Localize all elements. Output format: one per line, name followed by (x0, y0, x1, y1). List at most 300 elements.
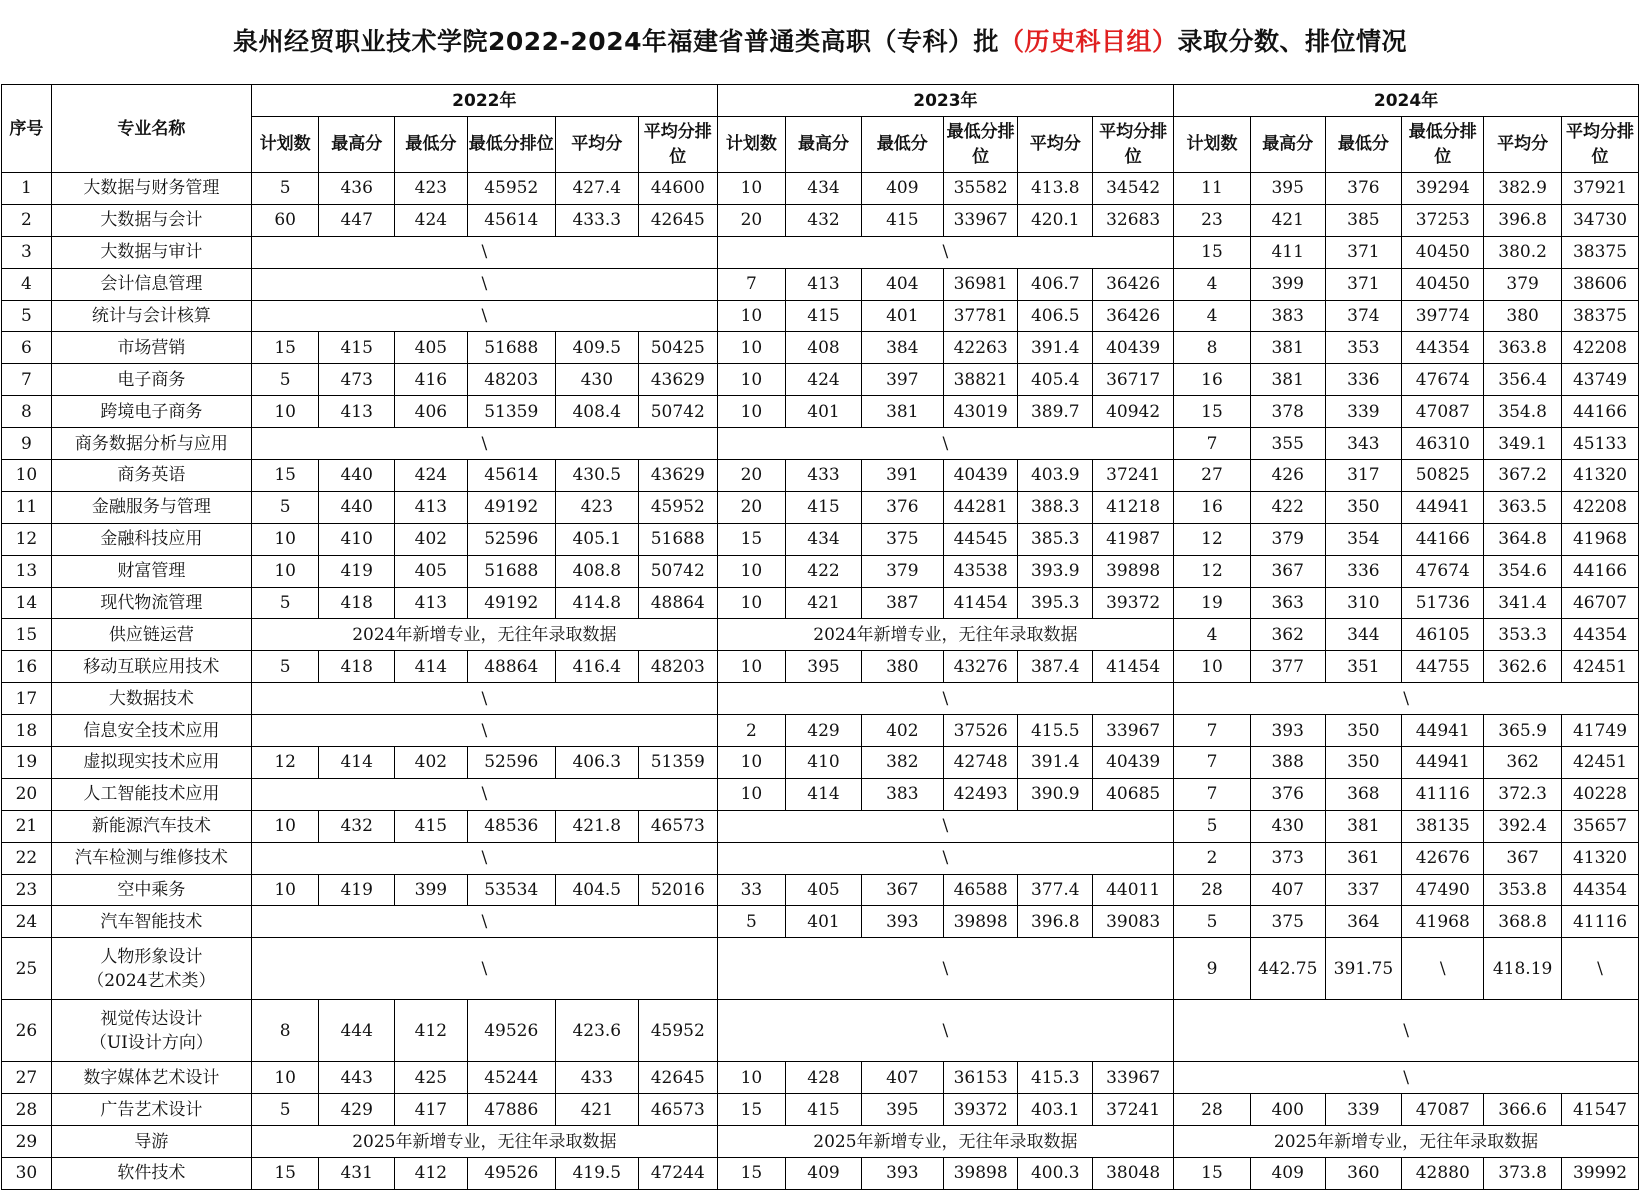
title-suffix: 录取分数、排位情况 (1177, 27, 1408, 56)
cell-y2024-3: 42880 (1402, 1158, 1484, 1190)
row-seq: 5 (2, 300, 52, 332)
cell-y2024-1: 395 (1250, 173, 1325, 205)
cell-y2023-merged: \ (717, 810, 1173, 842)
header-col-min-rank: 最低分排位 (943, 117, 1018, 173)
cell-y2022-5: 50425 (638, 332, 717, 364)
cell-y2022-3: 52596 (467, 747, 555, 779)
row-seq: 30 (2, 1158, 52, 1190)
row-seq: 2 (2, 204, 52, 236)
cell-y2023-4: 405.4 (1018, 364, 1093, 396)
cell-y2023-5: 40439 (1093, 747, 1174, 779)
cell-y2023-3: 38821 (943, 364, 1018, 396)
cell-y2022-4: 414.8 (555, 587, 638, 619)
cell-y2024-4: 396.8 (1484, 204, 1562, 236)
cell-y2023-3: 37526 (943, 715, 1018, 747)
admission-table (1, 84, 1639, 1190)
cell-y2022-merged: 2024年新增专业，无往年录取数据 (251, 619, 717, 651)
cell-y2022-1: 429 (319, 1094, 395, 1126)
cell-y2024-1: 355 (1250, 428, 1325, 460)
cell-y2023-0: 5 (717, 906, 785, 938)
cell-y2023-3: 36153 (943, 1062, 1018, 1094)
cell-y2022-2: 423 (395, 173, 468, 205)
cell-y2024-5: 44354 (1562, 619, 1639, 651)
cell-y2024-5: 42208 (1562, 332, 1639, 364)
cell-y2024-0: 7 (1174, 428, 1251, 460)
table-row (2, 1158, 1639, 1190)
cell-y2024-3: 51736 (1402, 587, 1484, 619)
cell-y2024-0: 7 (1174, 778, 1251, 810)
table-header (2, 85, 1639, 173)
cell-y2022-2: 405 (395, 332, 468, 364)
row-major-name (51, 1000, 251, 1062)
table-row (2, 173, 1639, 205)
row-seq: 24 (2, 906, 52, 938)
cell-y2022-1: 432 (319, 810, 395, 842)
cell-y2022-1: 419 (319, 874, 395, 906)
row-major-name (51, 236, 251, 268)
cell-y2022-5: 45952 (638, 491, 717, 523)
cell-y2024-4: 341.4 (1484, 587, 1562, 619)
cell-y2024-1: 409 (1250, 1158, 1325, 1190)
cell-y2024-3: 46310 (1402, 428, 1484, 460)
cell-y2024-5: 39992 (1562, 1158, 1639, 1190)
cell-y2024-3: 39774 (1402, 300, 1484, 332)
cell-y2022-merged: \ (251, 300, 717, 332)
major-name-line: 会计信息管理 (100, 274, 203, 295)
cell-y2024-merged: \ (1174, 1062, 1639, 1094)
cell-y2023-3: 39898 (943, 906, 1018, 938)
cell-y2023-0: 20 (717, 460, 785, 492)
cell-y2024-5: 41547 (1562, 1094, 1639, 1126)
cell-y2024-3: 47087 (1402, 1094, 1484, 1126)
cell-y2024-0: 9 (1174, 938, 1251, 1000)
row-major-name (51, 332, 251, 364)
cell-y2023-5: 36717 (1093, 364, 1174, 396)
cell-y2023-2: 367 (861, 874, 943, 906)
table-row (2, 587, 1639, 619)
cell-y2022-4: 433 (555, 1062, 638, 1094)
cell-y2024-0: 8 (1174, 332, 1251, 364)
cell-y2022-5: 51688 (638, 523, 717, 555)
row-major-name (51, 619, 251, 651)
cell-y2022-3: 45952 (467, 173, 555, 205)
cell-y2024-0: 16 (1174, 491, 1251, 523)
cell-y2024-4: 379 (1484, 268, 1562, 300)
row-seq: 27 (2, 1062, 52, 1094)
cell-y2024-5: 41116 (1562, 906, 1639, 938)
row-seq: 15 (2, 619, 52, 651)
cell-y2024-2: 361 (1325, 842, 1402, 874)
cell-y2022-0: 10 (251, 810, 318, 842)
major-name-line: 财富管理 (117, 561, 186, 582)
cell-y2023-1: 408 (786, 332, 862, 364)
cell-y2023-4: 403.1 (1018, 1094, 1093, 1126)
cell-y2022-5: 42645 (638, 204, 717, 236)
cell-y2023-1: 434 (786, 523, 862, 555)
cell-y2024-2: 350 (1325, 491, 1402, 523)
cell-y2023-3: 39898 (943, 1158, 1018, 1190)
cell-y2024-2: 336 (1325, 555, 1402, 587)
cell-y2023-3: 46588 (943, 874, 1018, 906)
cell-y2022-0: 10 (251, 396, 318, 428)
table-row (2, 555, 1639, 587)
cell-y2023-5: 40685 (1093, 778, 1174, 810)
row-seq: 19 (2, 747, 52, 779)
cell-y2024-0: 7 (1174, 747, 1251, 779)
cell-y2024-4: 380 (1484, 300, 1562, 332)
row-major-name (51, 555, 251, 587)
header-col-plan: 计划数 (251, 117, 318, 173)
row-seq: 14 (2, 587, 52, 619)
major-name-line: 供应链运营 (108, 624, 194, 645)
cell-y2022-5: 50742 (638, 555, 717, 587)
cell-y2024-4: 382.9 (1484, 173, 1562, 205)
table-row (2, 1094, 1639, 1126)
table-row (2, 523, 1639, 555)
cell-y2023-1: 432 (786, 204, 862, 236)
cell-y2023-2: 415 (861, 204, 943, 236)
cell-y2024-3: 47674 (1402, 555, 1484, 587)
cell-y2024-1: 422 (1250, 491, 1325, 523)
cell-y2023-4: 377.4 (1018, 874, 1093, 906)
cell-y2023-4: 385.3 (1018, 523, 1093, 555)
header-seq: 序号 (2, 85, 52, 173)
cell-y2022-2: 412 (395, 1000, 468, 1062)
cell-y2023-2: 380 (861, 651, 943, 683)
cell-y2024-2: 310 (1325, 587, 1402, 619)
cell-y2022-3: 52596 (467, 523, 555, 555)
cell-y2022-3: 49192 (467, 491, 555, 523)
cell-y2023-2: 407 (861, 1062, 943, 1094)
cell-y2023-4: 389.7 (1018, 396, 1093, 428)
cell-y2023-3: 42748 (943, 747, 1018, 779)
cell-y2024-2: 391.75 (1325, 938, 1402, 1000)
cell-y2024-1: 383 (1250, 300, 1325, 332)
cell-y2022-1: 410 (319, 523, 395, 555)
row-major-name (51, 938, 251, 1000)
cell-y2022-4: 405.1 (555, 523, 638, 555)
cell-y2024-merged: 2025年新增专业，无往年录取数据 (1174, 1126, 1639, 1158)
cell-y2023-merged: \ (717, 842, 1173, 874)
header-col-min: 最低分 (395, 117, 468, 173)
cell-y2022-1: 436 (319, 173, 395, 205)
cell-y2023-4: 388.3 (1018, 491, 1093, 523)
row-major-name (51, 523, 251, 555)
table-row (2, 204, 1639, 236)
cell-y2022-merged: \ (251, 683, 717, 715)
cell-y2023-1: 401 (786, 396, 862, 428)
row-seq: 29 (2, 1126, 52, 1158)
cell-y2022-2: 413 (395, 587, 468, 619)
cell-y2024-5: 41968 (1562, 523, 1639, 555)
row-major-name (51, 428, 251, 460)
cell-y2023-1: 401 (786, 906, 862, 938)
cell-y2024-2: 381 (1325, 810, 1402, 842)
cell-y2023-2: 381 (861, 396, 943, 428)
cell-y2023-2: 375 (861, 523, 943, 555)
cell-y2024-3: 44354 (1402, 332, 1484, 364)
cell-y2024-4: 373.8 (1484, 1158, 1562, 1190)
cell-y2024-5: 41749 (1562, 715, 1639, 747)
cell-y2024-0: 23 (1174, 204, 1251, 236)
cell-y2022-0: 5 (251, 587, 318, 619)
cell-y2022-2: 425 (395, 1062, 468, 1094)
cell-y2024-3: 44941 (1402, 715, 1484, 747)
cell-y2023-5: 39083 (1093, 906, 1174, 938)
cell-y2024-4: 380.2 (1484, 236, 1562, 268)
cell-y2023-2: 391 (861, 460, 943, 492)
cell-y2024-3: 41116 (1402, 778, 1484, 810)
cell-y2024-0: 16 (1174, 364, 1251, 396)
header-year-2024: 2024年 (1174, 85, 1639, 117)
cell-y2023-5: 44011 (1093, 874, 1174, 906)
cell-y2023-5: 32683 (1093, 204, 1174, 236)
cell-y2024-3: 44941 (1402, 491, 1484, 523)
cell-y2023-0: 10 (717, 173, 785, 205)
cell-y2024-5: 43749 (1562, 364, 1639, 396)
major-name-line: 商务数据分析与应用 (74, 433, 228, 454)
row-major-name (51, 491, 251, 523)
cell-y2024-2: 337 (1325, 874, 1402, 906)
cell-y2022-2: 424 (395, 204, 468, 236)
cell-y2023-merged: \ (717, 1000, 1173, 1062)
cell-y2023-5: 40942 (1093, 396, 1174, 428)
cell-y2024-1: 426 (1250, 460, 1325, 492)
cell-y2023-5: 37241 (1093, 460, 1174, 492)
cell-y2023-2: 379 (861, 555, 943, 587)
cell-y2024-0: 4 (1174, 300, 1251, 332)
cell-y2024-2: 360 (1325, 1158, 1402, 1190)
cell-y2022-2: 405 (395, 555, 468, 587)
cell-y2024-5: \ (1562, 938, 1639, 1000)
cell-y2024-0: 5 (1174, 810, 1251, 842)
cell-y2023-0: 10 (717, 332, 785, 364)
cell-y2023-5: 39898 (1093, 555, 1174, 587)
cell-y2022-3: 48203 (467, 364, 555, 396)
header-col-avg: 平均分 (555, 117, 638, 173)
header-year-2022: 2022年 (251, 85, 717, 117)
cell-y2024-4: 363.8 (1484, 332, 1562, 364)
cell-y2024-2: 343 (1325, 428, 1402, 460)
cell-y2022-4: 421 (555, 1094, 638, 1126)
table-row (2, 364, 1639, 396)
row-seq: 10 (2, 460, 52, 492)
cell-y2024-1: 407 (1250, 874, 1325, 906)
cell-y2022-4: 408.4 (555, 396, 638, 428)
cell-y2023-3: 44281 (943, 491, 1018, 523)
row-seq: 8 (2, 396, 52, 428)
cell-y2022-0: 5 (251, 491, 318, 523)
row-major-name (51, 842, 251, 874)
cell-y2023-0: 10 (717, 778, 785, 810)
cell-y2024-3: 47087 (1402, 396, 1484, 428)
cell-y2023-3: 41454 (943, 587, 1018, 619)
cell-y2023-2: 387 (861, 587, 943, 619)
cell-y2024-5: 46707 (1562, 587, 1639, 619)
cell-y2022-1: 444 (319, 1000, 395, 1062)
cell-y2022-5: 44600 (638, 173, 717, 205)
major-name-line: 汽车检测与维修技术 (74, 848, 228, 869)
row-major-name (51, 1126, 251, 1158)
table-row (2, 651, 1639, 683)
cell-y2022-merged: \ (251, 778, 717, 810)
cell-y2023-2: 409 (861, 173, 943, 205)
cell-y2022-0: 10 (251, 1062, 318, 1094)
cell-y2024-1: 381 (1250, 332, 1325, 364)
table-row (2, 1126, 1639, 1158)
cell-y2024-1: 388 (1250, 747, 1325, 779)
cell-y2022-0: 5 (251, 173, 318, 205)
major-name-line: 电子商务 (117, 369, 186, 390)
table-row (2, 1000, 1639, 1062)
cell-y2023-0: 2 (717, 715, 785, 747)
cell-y2023-0: 7 (717, 268, 785, 300)
cell-y2024-5: 38606 (1562, 268, 1639, 300)
cell-y2022-3: 45614 (467, 460, 555, 492)
cell-y2023-5: 41454 (1093, 651, 1174, 683)
cell-y2024-2: 364 (1325, 906, 1402, 938)
cell-y2023-3: 39372 (943, 1094, 1018, 1126)
cell-y2024-4: 353.3 (1484, 619, 1562, 651)
major-name-line: 移动互联应用技术 (83, 656, 220, 677)
cell-y2023-0: 10 (717, 651, 785, 683)
cell-y2024-2: 350 (1325, 747, 1402, 779)
cell-y2024-2: 353 (1325, 332, 1402, 364)
row-major-name (51, 1062, 251, 1094)
cell-y2024-4: 363.5 (1484, 491, 1562, 523)
cell-y2022-3: 45614 (467, 204, 555, 236)
cell-y2023-1: 434 (786, 173, 862, 205)
cell-y2024-4: 356.4 (1484, 364, 1562, 396)
cell-y2024-1: 399 (1250, 268, 1325, 300)
cell-y2024-2: 336 (1325, 364, 1402, 396)
cell-y2022-4: 421.8 (555, 810, 638, 842)
cell-y2023-1: 424 (786, 364, 862, 396)
major-name-line: 跨境电子商务 (100, 401, 203, 422)
cell-y2024-4: 362.6 (1484, 651, 1562, 683)
cell-y2022-0: 15 (251, 1158, 318, 1190)
major-name-line: 大数据与财务管理 (83, 178, 220, 199)
cell-y2022-1: 447 (319, 204, 395, 236)
major-name-line: 软件技术 (117, 1163, 186, 1184)
cell-y2023-5: 40439 (1093, 332, 1174, 364)
cell-y2022-0: 5 (251, 651, 318, 683)
cell-y2024-2: 344 (1325, 619, 1402, 651)
major-name-line: 大数据与会计 (100, 210, 203, 231)
cell-y2022-2: 417 (395, 1094, 468, 1126)
cell-y2023-3: 43276 (943, 651, 1018, 683)
cell-y2023-merged: 2025年新增专业，无往年录取数据 (717, 1126, 1173, 1158)
major-name-line: 空中乘务 (117, 880, 186, 901)
major-name-line: 数字媒体艺术设计 (83, 1067, 220, 1088)
cell-y2023-5: 36426 (1093, 300, 1174, 332)
cell-y2022-1: 473 (319, 364, 395, 396)
cell-y2023-3: 35582 (943, 173, 1018, 205)
row-seq: 3 (2, 236, 52, 268)
cell-y2024-0: 28 (1174, 1094, 1251, 1126)
cell-y2022-2: 402 (395, 523, 468, 555)
major-name-line: 广告艺术设计 (100, 1099, 203, 1120)
cell-y2024-5: 44354 (1562, 874, 1639, 906)
cell-y2024-5: 41320 (1562, 842, 1639, 874)
cell-y2024-3: 47490 (1402, 874, 1484, 906)
row-major-name (51, 874, 251, 906)
cell-y2024-1: 378 (1250, 396, 1325, 428)
cell-y2022-merged: \ (251, 842, 717, 874)
cell-y2023-1: 415 (786, 300, 862, 332)
cell-y2022-1: 415 (319, 332, 395, 364)
table-row (2, 778, 1639, 810)
cell-y2023-2: 401 (861, 300, 943, 332)
row-major-name (51, 1094, 251, 1126)
cell-y2024-1: 411 (1250, 236, 1325, 268)
cell-y2023-2: 404 (861, 268, 943, 300)
cell-y2022-3: 48864 (467, 651, 555, 683)
row-seq: 13 (2, 555, 52, 587)
cell-y2023-3: 33967 (943, 204, 1018, 236)
cell-y2023-1: 410 (786, 747, 862, 779)
major-name-line: 汽车智能技术 (100, 911, 203, 932)
row-major-name (51, 683, 251, 715)
cell-y2022-1: 413 (319, 396, 395, 428)
cell-y2024-2: 385 (1325, 204, 1402, 236)
header-col-avg: 平均分 (1484, 117, 1562, 173)
cell-y2023-0: 10 (717, 300, 785, 332)
cell-y2022-0: 10 (251, 555, 318, 587)
cell-y2022-2: 413 (395, 491, 468, 523)
cell-y2022-5: 46573 (638, 1094, 717, 1126)
cell-y2022-merged: \ (251, 428, 717, 460)
cell-y2022-merged: \ (251, 715, 717, 747)
major-name-line: 金融服务与管理 (91, 497, 211, 518)
cell-y2023-0: 10 (717, 555, 785, 587)
header-major: 专业名称 (51, 85, 251, 173)
cell-y2023-0: 10 (717, 747, 785, 779)
cell-y2023-4: 391.4 (1018, 747, 1093, 779)
cell-y2022-2: 402 (395, 747, 468, 779)
major-name-line: 商务英语 (117, 465, 186, 486)
cell-y2024-3: 44755 (1402, 651, 1484, 683)
cell-y2023-2: 393 (861, 906, 943, 938)
cell-y2023-0: 15 (717, 523, 785, 555)
table-body (2, 173, 1639, 1190)
cell-y2024-0: 27 (1174, 460, 1251, 492)
row-seq: 7 (2, 364, 52, 396)
cell-y2023-3: 37781 (943, 300, 1018, 332)
cell-y2022-4: 406.3 (555, 747, 638, 779)
cell-y2022-3: 48536 (467, 810, 555, 842)
cell-y2024-4: 354.8 (1484, 396, 1562, 428)
header-col-max: 最高分 (1250, 117, 1325, 173)
row-major-name (51, 778, 251, 810)
row-seq: 28 (2, 1094, 52, 1126)
cell-y2024-2: 351 (1325, 651, 1402, 683)
major-name-line: 金融科技应用 (100, 529, 203, 550)
cell-y2023-2: 384 (861, 332, 943, 364)
cell-y2024-4: 364.8 (1484, 523, 1562, 555)
cell-y2024-3: 44166 (1402, 523, 1484, 555)
major-name-line: 大数据技术 (108, 688, 194, 709)
cell-y2023-4: 387.4 (1018, 651, 1093, 683)
table-row (2, 332, 1639, 364)
table-row (2, 810, 1639, 842)
cell-y2023-2: 382 (861, 747, 943, 779)
header-col-plan: 计划数 (1174, 117, 1251, 173)
cell-y2023-0: 10 (717, 396, 785, 428)
cell-y2022-0: 10 (251, 874, 318, 906)
table-row (2, 715, 1639, 747)
cell-y2022-0: 12 (251, 747, 318, 779)
